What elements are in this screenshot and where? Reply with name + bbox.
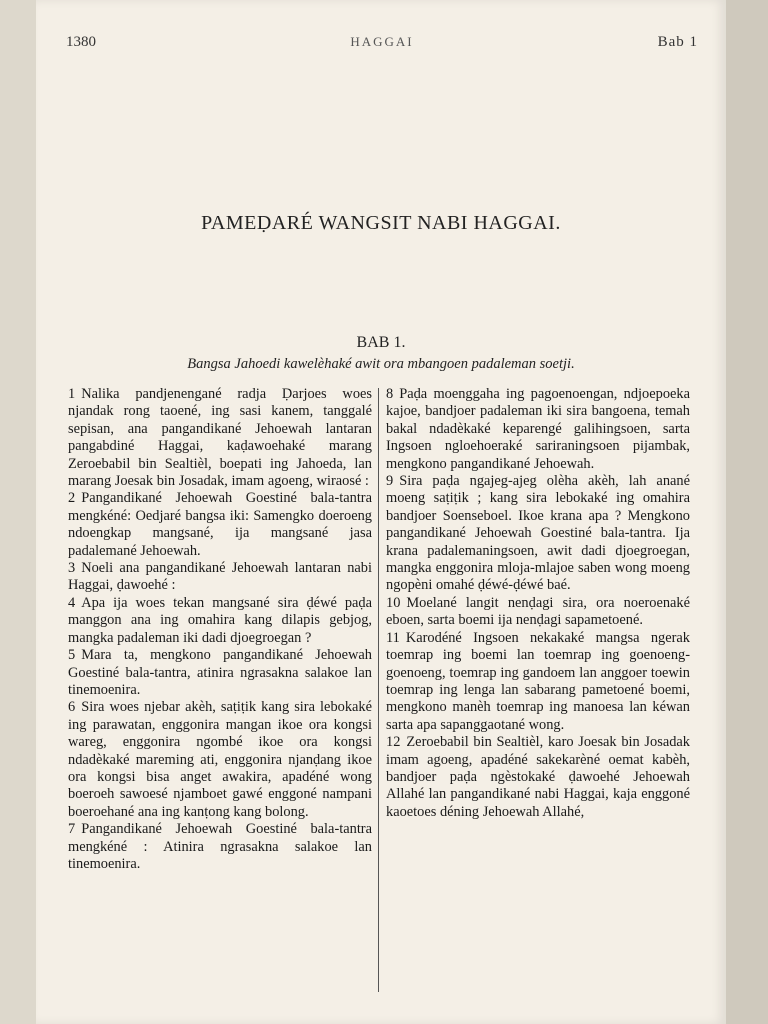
verse-3 bbox=[68, 560, 372, 595]
verse-text: Sira woes njebar akèh, saṭiṭik kang sira lebokaké ing parawatan, enggonira mangan ikoe ora kongsi wareg, enggonira ngombé ikoe ora kongsi ndadèkaké mareming ati, enggonira njanḍang ikoe ora kongsi bisa anget awakira, apadéné wong boeroeh sawoesé njamboet gawé enggoné nampani boeroehané ana ing kanṭong kang bolong. bbox=[68, 699, 372, 820]
verse-2 bbox=[68, 490, 372, 560]
verse-number: 2 bbox=[68, 490, 76, 507]
chapter-summary: Bangsa Jahoedi kawelèhaké awit ora mbangoen padaleman soetji. bbox=[187, 356, 575, 372]
column-divider bbox=[378, 388, 379, 992]
verse-8 bbox=[386, 386, 690, 473]
verse-1 bbox=[68, 386, 372, 490]
running-book-title: HAGGAI bbox=[350, 34, 414, 49]
verse-number: 10 bbox=[386, 594, 401, 611]
chapter-reference: Bab 1 bbox=[657, 34, 698, 50]
verse-11 bbox=[386, 630, 690, 734]
verse-number: 6 bbox=[68, 699, 76, 716]
verse-9 bbox=[386, 473, 690, 595]
page-number: 1380 bbox=[66, 34, 96, 50]
verse-text: Sira paḍa ngajeg-ajeg olèha akèh, lah anané moeng saṭiṭik ; kang sira lebokaké ing omahira bandjoer Soenseboel. Ikoe krana apa ? Mengkono pangandikané Jehoewah Goestiné bala-tantra. Ija krana padalemaningsoen, awit dadi djoegroegan, mangka enggonira mloja-mlajoe saben wong moeng ngopèni omahé ḍéwé-ḍéwé baé. bbox=[386, 473, 690, 594]
book-title: PAMEḌARÉ WANGSIT NABI HAGGAI. bbox=[201, 212, 561, 234]
verse-10 bbox=[386, 595, 690, 630]
verse-4 bbox=[68, 595, 372, 647]
verse-number: 3 bbox=[68, 560, 76, 577]
verse-text: Nalika pandjenengané radja Ḍarjoes woes njandak rong taoené, ing sasi kanem, tanggalé sepisan, ana pangandikané Jehoewah lantaran pangabdiné Haggai, kaḍawoehaké marang Zeroebabil bin Sealtièl, boepati ing Jahoeda, lan marang Joesak bin Josadak, imam agoeng, wiraosé : bbox=[68, 386, 372, 490]
verse-text: Pangandikané Jehoewah Goestiné bala-tantra mengkéné : Atinira ngrasakna salakoe lan tinemoenira. bbox=[68, 821, 372, 872]
page-edge bbox=[726, 0, 768, 1024]
verse-number: 12 bbox=[386, 734, 401, 751]
verse-12 bbox=[386, 734, 690, 821]
verse-number: 1 bbox=[68, 386, 76, 402]
chapter-heading: BAB 1. bbox=[356, 334, 406, 351]
verse-text: Moelané langit nenḍagi sira, ora noeroenaké eboen, sarta boemi ija nenḍagi sapametoené. bbox=[386, 594, 690, 629]
verse-number: 7 bbox=[68, 821, 76, 838]
verse-number: 4 bbox=[68, 594, 76, 611]
verse-number: 9 bbox=[386, 473, 394, 490]
verse-text: Zeroebabil bin Sealtièl, karo Joesak bin Josadak imam agoeng, apadéné sakekarèné oemat kabèh, bandjoer paḍa ngèstokaké ḍawoehé Jehoewah Allahé lan pangandikané nabi Haggai, kaja enggoné kaoetoes déning Jehoewah Allahé, bbox=[386, 734, 690, 820]
verse-7 bbox=[68, 821, 372, 873]
text-column-right bbox=[386, 386, 690, 821]
verse-6 bbox=[68, 699, 372, 821]
verse-number: 5 bbox=[68, 647, 76, 664]
verse-text: Apa ija woes tekan mangsané sira ḍéwé paḍa manggon ana ing omahira kang dilapis gebjog, mangka padaleman iki dadi djoegroegan ? bbox=[68, 594, 372, 646]
verse-text: Paḍa moenggaha ing pagoenoengan, ndjoepoeka kajoe, bandjoer padaleman iki sira bangoena, temah bakal ndadèkaké keparengé galihingsoen, sarta Ingsoen ngloehoeraké sariraningsoen pijambak, mengkono pangandikané Jehoewah. bbox=[386, 386, 690, 472]
verse-number: 8 bbox=[386, 386, 394, 402]
verse-text: Pangandikané Jehoewah Goestiné bala-tantra mengkéné: Oedjaré bangsa iki: Samengko doeroeng ndoengkap mangsané, ija mangsané jasa padalemané Jehoewah. bbox=[68, 490, 372, 559]
verse-text: Karodéné Ingsoen nekakaké mangsa ngerak toemrap ing boemi lan toemrap ing goenoeng-goenoeng, toemrap ing gandoem lan anggoer toewin toemrap ing lenga lan sabarang pametoené boemi, mengkono manèh toemrap ing manoesa lan kéwan sarta apa sapanggaotané wong. bbox=[386, 629, 690, 733]
verse-text: Noeli ana pangandikané Jehoewah lantaran nabi Haggai, ḍawoehé : bbox=[68, 560, 372, 594]
verse-number: 11 bbox=[386, 629, 400, 646]
verse-text: Mara ta, mengkono pangandikané Jehoewah Goestiné bala-tantra, atinira ngrasakna salakoe lan tinemoenira. bbox=[68, 647, 372, 698]
text-column-left bbox=[68, 386, 372, 873]
verse-5 bbox=[68, 647, 372, 699]
